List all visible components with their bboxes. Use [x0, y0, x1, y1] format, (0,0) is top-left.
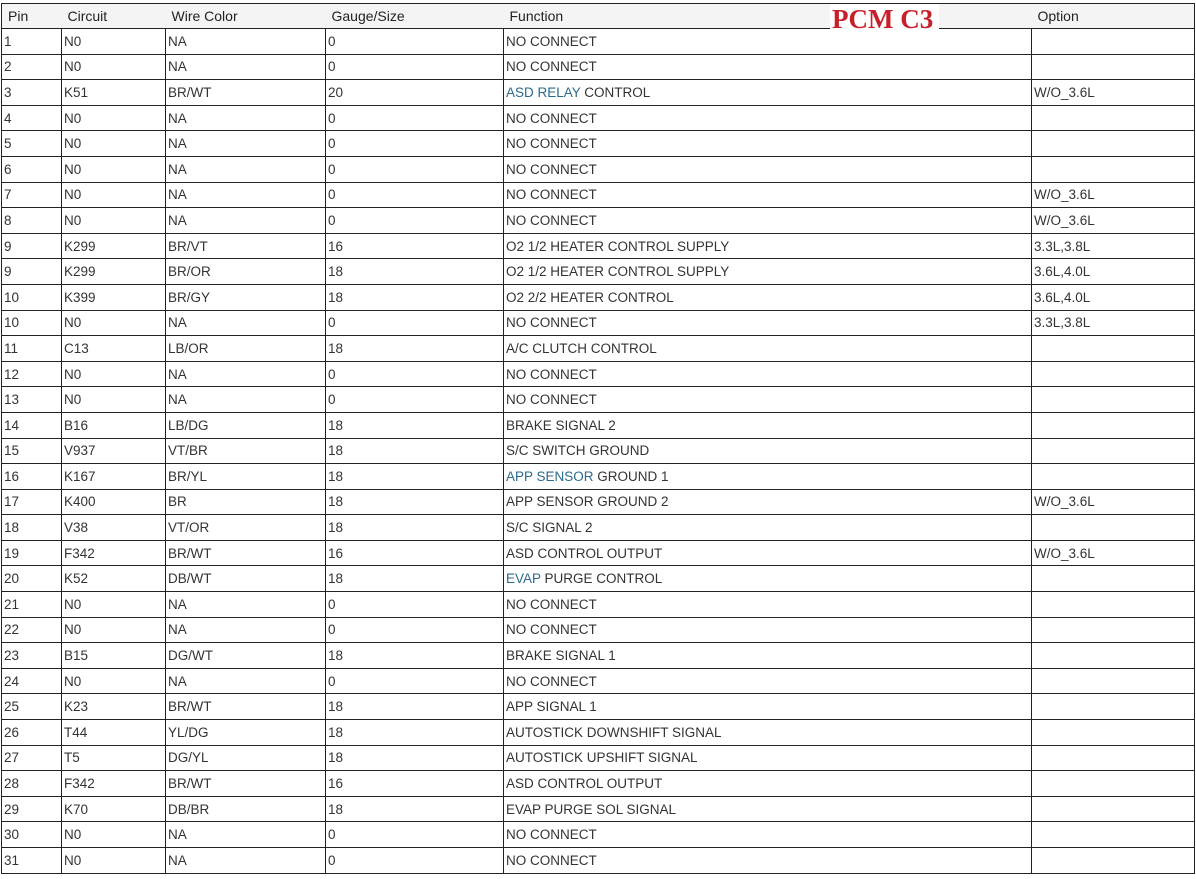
function-cell — [504, 643, 1032, 669]
wire-color-cell: BR/YL — [166, 464, 326, 490]
header-circuit: Circuit — [62, 4, 166, 29]
circuit-cell: N0 — [62, 617, 166, 643]
wire-color-cell: NA — [166, 156, 326, 182]
wire-color-cell: LB/OR — [166, 336, 326, 362]
option-cell: 3.6L,4.0L — [1032, 284, 1195, 310]
table-row — [2, 387, 1195, 413]
pin-cell: 22 — [2, 617, 62, 643]
pinout-table — [1, 3, 1195, 874]
option-cell — [1032, 105, 1195, 131]
circuit-cell: F342 — [62, 540, 166, 566]
gauge-cell: 0 — [326, 822, 504, 848]
gauge-cell: 0 — [326, 182, 504, 208]
wire-color-cell: NA — [166, 617, 326, 643]
gauge-cell: 18 — [326, 336, 504, 362]
wire-color-cell: NA — [166, 29, 326, 55]
gauge-cell: 18 — [326, 745, 504, 771]
circuit-cell: K70 — [62, 796, 166, 822]
function-text: NO CONNECT — [506, 136, 597, 152]
circuit-cell: V38 — [62, 515, 166, 541]
wire-color-cell: NA — [166, 387, 326, 413]
function-text: APP SIGNAL 1 — [506, 699, 597, 715]
table-row — [2, 540, 1195, 566]
gauge-cell: 18 — [326, 438, 504, 464]
circuit-cell: V937 — [62, 438, 166, 464]
circuit-cell: N0 — [62, 29, 166, 55]
function-text: A/C CLUTCH CONTROL — [506, 340, 657, 356]
pin-cell: 26 — [2, 720, 62, 746]
function-text: NO CONNECT — [506, 852, 597, 868]
pin-cell: 30 — [2, 822, 62, 848]
pin-cell: 28 — [2, 771, 62, 797]
function-cell — [504, 336, 1032, 362]
pin-cell: 17 — [2, 489, 62, 515]
wire-color-cell: VT/BR — [166, 438, 326, 464]
pin-cell: 1 — [2, 29, 62, 55]
pin-cell: 10 — [2, 284, 62, 310]
function-text: NO CONNECT — [506, 315, 597, 331]
option-cell — [1032, 848, 1195, 874]
option-cell — [1032, 336, 1195, 362]
circuit-cell: N0 — [62, 54, 166, 80]
function-text: ASD CONTROL OUTPUT — [506, 776, 663, 792]
option-cell — [1032, 361, 1195, 387]
wire-color-cell: DG/WT — [166, 643, 326, 669]
circuit-cell: N0 — [62, 156, 166, 182]
option-cell: W/O_3.6L — [1032, 489, 1195, 515]
wire-color-cell: NA — [166, 361, 326, 387]
header-wire-color: Wire Color — [166, 4, 326, 29]
wire-color-cell: YL/DG — [166, 720, 326, 746]
function-text: PURGE CONTROL — [540, 571, 663, 587]
connector-title: PCM C3 — [830, 4, 939, 34]
option-cell — [1032, 745, 1195, 771]
table-row — [2, 29, 1195, 55]
pin-cell: 8 — [2, 208, 62, 234]
function-text: NO CONNECT — [506, 59, 597, 75]
wire-color-cell: NA — [166, 131, 326, 157]
gauge-cell: 0 — [326, 105, 504, 131]
circuit-cell: N0 — [62, 208, 166, 234]
wire-color-cell: BR/WT — [166, 540, 326, 566]
circuit-cell: N0 — [62, 105, 166, 131]
function-link[interactable]: APP SENSOR — [506, 468, 594, 484]
option-cell: W/O_3.6L — [1032, 80, 1195, 106]
pin-cell: 29 — [2, 796, 62, 822]
circuit-cell: B16 — [62, 412, 166, 438]
table-row — [2, 796, 1195, 822]
gauge-cell: 18 — [326, 643, 504, 669]
option-cell — [1032, 796, 1195, 822]
table-row — [2, 412, 1195, 438]
header-function: Function — [504, 4, 1032, 29]
function-text: NO CONNECT — [506, 366, 597, 382]
table-row — [2, 182, 1195, 208]
function-text: NO CONNECT — [506, 33, 597, 49]
function-cell — [504, 361, 1032, 387]
function-text: APP SENSOR GROUND 2 — [506, 494, 669, 510]
function-link[interactable]: EVAP — [506, 571, 541, 587]
pin-cell: 20 — [2, 566, 62, 592]
function-text: NO CONNECT — [506, 110, 597, 126]
gauge-cell: 18 — [326, 284, 504, 310]
option-cell — [1032, 694, 1195, 720]
circuit-cell: K400 — [62, 489, 166, 515]
function-cell — [504, 54, 1032, 80]
wire-color-cell: NA — [166, 668, 326, 694]
wire-color-cell: LB/DG — [166, 412, 326, 438]
gauge-cell: 18 — [326, 515, 504, 541]
function-cell — [504, 412, 1032, 438]
circuit-cell: K52 — [62, 566, 166, 592]
table-row — [2, 131, 1195, 157]
pin-cell: 7 — [2, 182, 62, 208]
option-cell — [1032, 617, 1195, 643]
circuit-cell: K167 — [62, 464, 166, 490]
gauge-cell: 0 — [326, 131, 504, 157]
option-cell — [1032, 412, 1195, 438]
table-row — [2, 745, 1195, 771]
pin-cell: 4 — [2, 105, 62, 131]
wire-color-cell: VT/OR — [166, 515, 326, 541]
function-cell — [504, 80, 1032, 106]
gauge-cell: 16 — [326, 540, 504, 566]
pin-cell: 14 — [2, 412, 62, 438]
header-gauge: Gauge/Size — [326, 4, 504, 29]
circuit-cell: N0 — [62, 592, 166, 618]
wire-color-cell: BR/WT — [166, 771, 326, 797]
table-row — [2, 668, 1195, 694]
table-row — [2, 80, 1195, 106]
circuit-cell: N0 — [62, 848, 166, 874]
pin-cell: 24 — [2, 668, 62, 694]
option-cell — [1032, 464, 1195, 490]
function-cell — [504, 259, 1032, 285]
table-row — [2, 336, 1195, 362]
table-row — [2, 259, 1195, 285]
gauge-cell: 0 — [326, 387, 504, 413]
pin-cell: 9 — [2, 259, 62, 285]
circuit-cell: N0 — [62, 822, 166, 848]
pin-cell: 11 — [2, 336, 62, 362]
function-text: NO CONNECT — [506, 161, 597, 177]
table-row — [2, 515, 1195, 541]
function-cell — [504, 540, 1032, 566]
option-cell — [1032, 515, 1195, 541]
circuit-cell: N0 — [62, 387, 166, 413]
gauge-cell: 0 — [326, 310, 504, 336]
gauge-cell: 18 — [326, 694, 504, 720]
pin-cell: 27 — [2, 745, 62, 771]
gauge-cell: 18 — [326, 489, 504, 515]
function-text: NO CONNECT — [506, 827, 597, 843]
function-text: ASD CONTROL OUTPUT — [506, 545, 663, 561]
wire-color-cell: BR/WT — [166, 80, 326, 106]
wire-color-cell: BR — [166, 489, 326, 515]
circuit-cell: C13 — [62, 336, 166, 362]
function-text: EVAP PURGE SOL SIGNAL — [506, 801, 677, 817]
table-row — [2, 105, 1195, 131]
table-row — [2, 464, 1195, 490]
table-row — [2, 592, 1195, 618]
function-cell — [504, 515, 1032, 541]
gauge-cell: 18 — [326, 464, 504, 490]
circuit-cell: N0 — [62, 668, 166, 694]
circuit-cell: N0 — [62, 131, 166, 157]
circuit-cell: K51 — [62, 80, 166, 106]
function-text: AUTOSTICK DOWNSHIFT SIGNAL — [506, 724, 722, 740]
function-cell — [504, 489, 1032, 515]
function-cell — [504, 848, 1032, 874]
option-cell — [1032, 29, 1195, 55]
pin-cell: 21 — [2, 592, 62, 618]
gauge-cell: 16 — [326, 771, 504, 797]
wire-color-cell: NA — [166, 822, 326, 848]
wire-color-cell: NA — [166, 54, 326, 80]
function-text: NO CONNECT — [506, 673, 597, 689]
function-text: NO CONNECT — [506, 596, 597, 612]
function-cell — [504, 284, 1032, 310]
option-cell: W/O_3.6L — [1032, 182, 1195, 208]
pin-cell: 19 — [2, 540, 62, 566]
function-cell — [504, 720, 1032, 746]
function-text: NO CONNECT — [506, 212, 597, 228]
table-row — [2, 848, 1195, 874]
wire-color-cell: BR/WT — [166, 694, 326, 720]
wire-color-cell: DG/YL — [166, 745, 326, 771]
pin-cell: 18 — [2, 515, 62, 541]
option-cell: 3.3L,3.8L — [1032, 310, 1195, 336]
pin-cell: 10 — [2, 310, 62, 336]
function-text: S/C SIGNAL 2 — [506, 520, 593, 536]
header-row — [2, 4, 1195, 29]
function-text: O2 1/2 HEATER CONTROL SUPPLY — [506, 264, 730, 280]
circuit-cell: B15 — [62, 643, 166, 669]
option-cell — [1032, 668, 1195, 694]
wire-color-cell: NA — [166, 182, 326, 208]
gauge-cell: 18 — [326, 259, 504, 285]
gauge-cell: 0 — [326, 592, 504, 618]
pin-cell: 6 — [2, 156, 62, 182]
wire-color-cell: DB/BR — [166, 796, 326, 822]
table-row — [2, 361, 1195, 387]
function-text: NO CONNECT — [506, 392, 597, 408]
option-cell — [1032, 771, 1195, 797]
function-cell — [504, 156, 1032, 182]
option-cell: 3.6L,4.0L — [1032, 259, 1195, 285]
wire-color-cell: DB/WT — [166, 566, 326, 592]
gauge-cell: 16 — [326, 233, 504, 259]
function-cell — [504, 822, 1032, 848]
option-cell — [1032, 643, 1195, 669]
gauge-cell: 18 — [326, 796, 504, 822]
option-cell: W/O_3.6L — [1032, 540, 1195, 566]
function-cell — [504, 310, 1032, 336]
circuit-cell: K299 — [62, 233, 166, 259]
pin-cell: 13 — [2, 387, 62, 413]
pin-cell: 9 — [2, 233, 62, 259]
table-row — [2, 694, 1195, 720]
table-row — [2, 284, 1195, 310]
option-cell — [1032, 822, 1195, 848]
circuit-cell: K23 — [62, 694, 166, 720]
option-cell — [1032, 720, 1195, 746]
wire-color-cell: NA — [166, 105, 326, 131]
function-cell — [504, 694, 1032, 720]
gauge-cell: 0 — [326, 617, 504, 643]
circuit-cell: N0 — [62, 361, 166, 387]
option-cell — [1032, 566, 1195, 592]
table-row — [2, 771, 1195, 797]
function-cell — [504, 566, 1032, 592]
function-text: O2 1/2 HEATER CONTROL SUPPLY — [506, 238, 730, 254]
function-cell — [504, 796, 1032, 822]
function-cell — [504, 668, 1032, 694]
option-cell — [1032, 156, 1195, 182]
function-cell — [504, 464, 1032, 490]
function-cell — [504, 771, 1032, 797]
gauge-cell: 0 — [326, 156, 504, 182]
gauge-cell: 0 — [326, 848, 504, 874]
function-text: BRAKE SIGNAL 2 — [506, 417, 616, 433]
function-text: CONTROL — [580, 84, 651, 100]
circuit-cell: F342 — [62, 771, 166, 797]
table-row — [2, 643, 1195, 669]
option-cell — [1032, 131, 1195, 157]
function-text: BRAKE SIGNAL 1 — [506, 648, 616, 664]
gauge-cell: 0 — [326, 668, 504, 694]
option-cell: W/O_3.6L — [1032, 208, 1195, 234]
pin-cell: 12 — [2, 361, 62, 387]
pin-cell: 23 — [2, 643, 62, 669]
pin-cell: 25 — [2, 694, 62, 720]
table-row — [2, 156, 1195, 182]
gauge-cell: 0 — [326, 361, 504, 387]
function-text: NO CONNECT — [506, 187, 597, 203]
table-row — [2, 720, 1195, 746]
option-cell — [1032, 54, 1195, 80]
function-link[interactable]: ASD RELAY — [506, 84, 581, 100]
gauge-cell: 0 — [326, 29, 504, 55]
gauge-cell: 0 — [326, 54, 504, 80]
function-cell — [504, 208, 1032, 234]
table-row — [2, 617, 1195, 643]
option-cell — [1032, 387, 1195, 413]
gauge-cell: 18 — [326, 412, 504, 438]
function-cell — [504, 182, 1032, 208]
pin-cell: 31 — [2, 848, 62, 874]
wire-color-cell: NA — [166, 310, 326, 336]
function-cell — [504, 387, 1032, 413]
table-row — [2, 233, 1195, 259]
pin-cell: 16 — [2, 464, 62, 490]
circuit-cell: T44 — [62, 720, 166, 746]
function-cell — [504, 29, 1032, 55]
function-text: S/C SWITCH GROUND — [506, 443, 650, 459]
table-row — [2, 566, 1195, 592]
gauge-cell: 20 — [326, 80, 504, 106]
function-cell — [504, 131, 1032, 157]
header-option: Option — [1032, 4, 1195, 29]
table-body — [2, 29, 1195, 874]
option-cell — [1032, 592, 1195, 618]
gauge-cell: 18 — [326, 720, 504, 746]
function-text: O2 2/2 HEATER CONTROL — [506, 289, 674, 305]
function-cell — [504, 617, 1032, 643]
table-row — [2, 438, 1195, 464]
function-cell — [504, 745, 1032, 771]
wire-color-cell: BR/OR — [166, 259, 326, 285]
table-row — [2, 310, 1195, 336]
wire-color-cell: NA — [166, 208, 326, 234]
option-cell: 3.3L,3.8L — [1032, 233, 1195, 259]
circuit-cell: K299 — [62, 259, 166, 285]
table-row — [2, 54, 1195, 80]
header-pin: Pin — [2, 4, 62, 29]
function-cell — [504, 438, 1032, 464]
function-cell — [504, 592, 1032, 618]
circuit-cell: K399 — [62, 284, 166, 310]
pin-cell: 2 — [2, 54, 62, 80]
function-text: GROUND 1 — [593, 468, 669, 484]
function-cell — [504, 233, 1032, 259]
pin-cell: 3 — [2, 80, 62, 106]
gauge-cell: 18 — [326, 566, 504, 592]
function-text: NO CONNECT — [506, 622, 597, 638]
pin-cell: 15 — [2, 438, 62, 464]
table-row — [2, 208, 1195, 234]
option-cell — [1032, 438, 1195, 464]
wire-color-cell: BR/VT — [166, 233, 326, 259]
circuit-cell: N0 — [62, 182, 166, 208]
table-row — [2, 489, 1195, 515]
wire-color-cell: BR/GY — [166, 284, 326, 310]
function-cell — [504, 105, 1032, 131]
pin-cell: 5 — [2, 131, 62, 157]
table-row — [2, 822, 1195, 848]
circuit-cell: N0 — [62, 310, 166, 336]
wire-color-cell: NA — [166, 848, 326, 874]
circuit-cell: T5 — [62, 745, 166, 771]
wire-color-cell: NA — [166, 592, 326, 618]
gauge-cell: 0 — [326, 208, 504, 234]
function-text: AUTOSTICK UPSHIFT SIGNAL — [506, 750, 698, 766]
